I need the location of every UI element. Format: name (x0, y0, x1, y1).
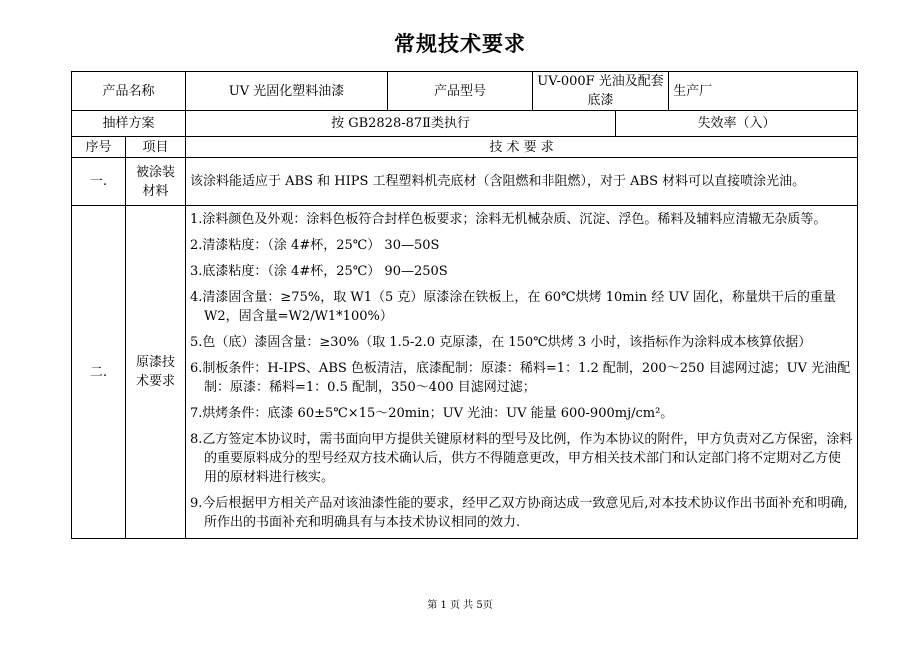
requirement-item: 8.乙方签定本协议时，需书面向甲方提供关键原材料的型号及比例，作为本协议的附件，甲方负责对乙方保密，涂料的重要原料成分的型号经双方技术确认后，供方不得随意更改，甲方相关技术部门和认定部门将不定期对乙方使用的原材料进行核实。 (190, 432, 853, 485)
requirement-item: 2.清漆粘度：（涂 4#杯，25℃） 30—50S (190, 238, 440, 253)
requirement-item: 4.清漆固含量：≥75%，取 W1（5 克）原漆涂在铁板上，在 60℃烘烤 10min 经 UV 固化，称量烘干后的重量 W2，固含量=W2/W1*100%） (190, 290, 836, 324)
requirement-item: 1.涂料颜色及外观：涂料色板符合封样色板要求；涂料无机械杂质、沉淀、浮色。稀料及辅料应清辙无杂质等。 (190, 212, 827, 227)
row-item: 被涂装材料 (126, 158, 186, 206)
row-seq: 二. (72, 206, 126, 539)
table-row (72, 206, 858, 539)
col-requirements-header: 技 术 要 求 (186, 137, 858, 158)
sampling-row (72, 111, 858, 137)
requirement-item: 7.烘烤条件：底漆 60±5℃×15～20min；UV 光油：UV 能量 600-900mj/cm²。 (190, 406, 674, 421)
manufacturer-cell (669, 72, 858, 111)
failure-rate-label: 失效率（入） (616, 111, 858, 137)
column-header-row (72, 137, 858, 158)
col-item-header: 项目 (126, 137, 186, 158)
spec-table (71, 71, 858, 539)
header-row (72, 72, 858, 111)
col-seq-header: 序号 (72, 137, 126, 158)
row-seq: 一. (72, 158, 126, 206)
page-footer: 第 1 页 共 5页 (427, 600, 493, 611)
requirement-item: 5.色（底）漆固含量：≥30%（取 1.5-2.0 克原漆，在 150℃烘烤 3 小时，该指标作为涂料成本核算依据） (190, 335, 812, 350)
product-name-label: 产品名称 (72, 72, 186, 111)
requirements-list (186, 206, 858, 539)
sampling-value: 按 GB2828-87Ⅱ类执行 (186, 111, 616, 137)
product-model-value: UV-000F 光油及配套底漆 (533, 72, 669, 111)
table-row (72, 158, 858, 206)
row-item: 原漆技术要求 (126, 206, 186, 539)
row-requirement-text: 该涂料能适应于 ABS 和 HIPS 工程塑料机壳底材（含阻燃和非阻燃），对于 ABS 材料可以直接喷涂光油。 (186, 158, 858, 206)
product-model-label: 产品型号 (388, 72, 533, 111)
requirement-item: 6.制板条件：H-IPS、ABS 色板清洁，底漆配制：原漆：稀料=1：1.2 配制，200～250 目滤网过滤；UV 光油配制：原漆：稀料=1：0.5 配制，350～400 目滤网过滤； (190, 361, 851, 395)
requirement-item: 3.底漆粘度：（涂 4#杯，25℃） 90—250S (190, 264, 448, 279)
product-name-value: UV 光固化塑料油漆 (186, 72, 388, 111)
document-title: 常规技术要求 (394, 32, 526, 56)
sampling-label: 抽样方案 (72, 111, 186, 137)
manufacturer-label: 生产厂 (673, 83, 713, 99)
requirement-item: 9.今后根据甲方相关产品对该油漆性能的要求，经甲乙双方协商达成一致意见后,对本技术协议作出书面补充和明确,所作出的书面补充和明确具有与本技术协议相同的效力. (190, 496, 848, 530)
